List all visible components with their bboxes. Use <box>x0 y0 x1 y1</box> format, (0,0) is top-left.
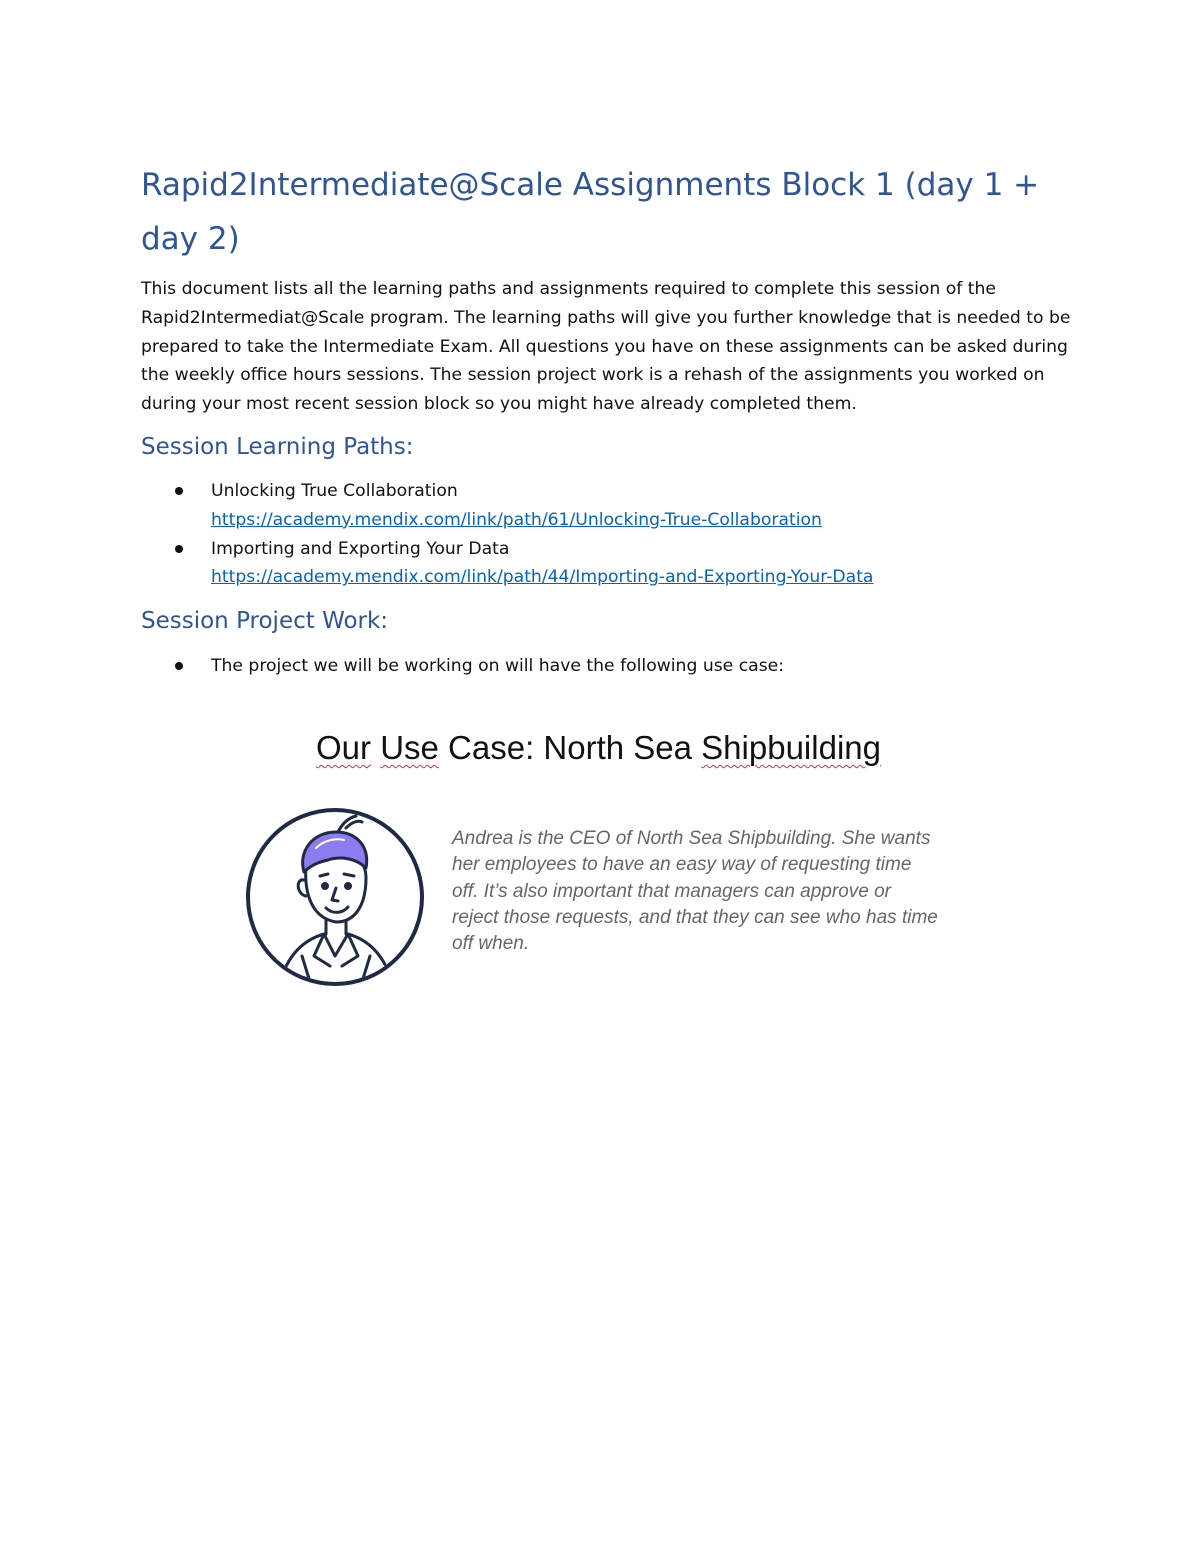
bullet-icon <box>175 662 183 670</box>
use-case-title-part: Shipbuilding <box>701 729 881 766</box>
use-case-story <box>452 826 962 957</box>
story-line: her employees to have an easy way of requesting time <box>452 854 912 876</box>
learning-path-label: Unlocking True Collaboration <box>211 481 458 501</box>
learning-paths-list <box>141 477 1071 592</box>
bullet-icon <box>175 545 183 553</box>
learning-path-link-collaboration[interactable]: https://academy.mendix.com/link/path/61/Unlocking-True-Collaboration <box>211 509 822 530</box>
list-item <box>141 652 1071 681</box>
story-line: off when. <box>452 933 530 955</box>
use-case-title-part: Our <box>316 729 372 766</box>
project-work-heading: Session Project Work: <box>141 608 389 634</box>
use-case-title-part <box>371 729 380 766</box>
intro-paragraph: This document lists all the learning paths and assignments required to complete this session of the Rapid2Intermediat@Scale program. The learning paths will give you further knowledge that is needed to be prepared to take the Intermediate Exam. All questions you have on these assignments can be asked during the weekly office hours sessions. The session project work is a rehash of the assignments you worked on during your most recent session block so you might have already completed them. <box>141 279 1071 415</box>
learning-paths-heading: Session Learning Paths: <box>141 434 414 460</box>
list-item <box>141 477 1071 535</box>
list-item <box>141 535 1071 593</box>
bullet-icon <box>175 487 183 495</box>
project-work-label: The project we will be working on will have the following use case: <box>211 656 785 676</box>
learning-path-label: Importing and Exporting Your Data <box>211 538 510 559</box>
person-avatar-icon <box>244 806 426 988</box>
story-line: off. It’s also important that managers can approve or <box>452 880 891 902</box>
use-case-title <box>316 728 881 768</box>
story-line: reject those requests, and that they can see who has time <box>452 906 938 928</box>
project-work-list <box>141 652 1071 681</box>
learning-path-link-import-export[interactable]: https://academy.mendix.com/link/path/44/Importing-and-Exporting-Your-Data <box>211 567 874 588</box>
use-case-title-part: Case: North Sea <box>438 729 702 766</box>
use-case-image <box>230 718 990 998</box>
document-title: Rapid2Intermediate@Scale Assignments Block 1 (day 1 + day 2) <box>141 167 1040 257</box>
use-case-title-part: Use <box>380 729 439 766</box>
story-line: Andrea is the CEO of North Sea Shipbuilding. She wants <box>452 828 931 849</box>
